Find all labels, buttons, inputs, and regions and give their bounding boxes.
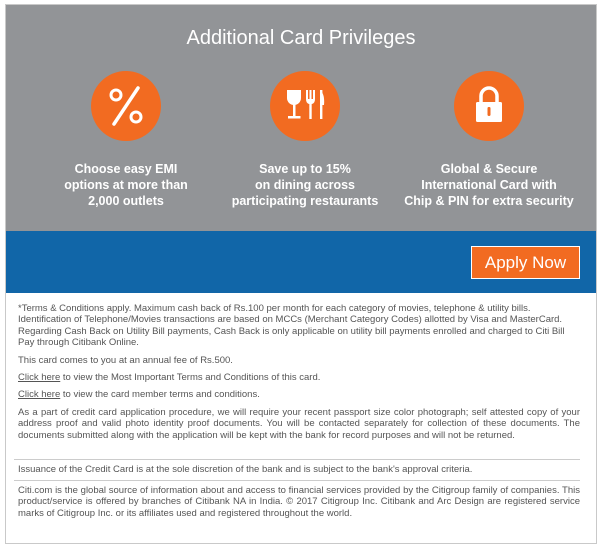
privileges-section xyxy=(6,5,596,231)
footer-text: Citi.com is the global source of information about and access to financial services provided by the Citigroup family of companies. This product/service is offered by branches of Citibank NA in India. © 2017 Citigroup Inc. Citibank and Arc Design are registered service marks of Citigroup Inc. or its affiliates used and registered throughout the world. xyxy=(18,485,580,519)
documents-text: As a part of credit card application procedure, we will require your recent passport size color photograph; self attested copy of your address proof and valid photo identity proof documents. You will be contacted separately for collection of these documents. The documents submitted along with the application will be kept with the bank for record purposes and will not be returned. xyxy=(18,406,580,441)
section-title: Additional Card Privileges xyxy=(186,27,416,49)
issuance-text: Issuance of the Credit Card is at the sole discretion of the bank and is subject to the bank's approval criteria. xyxy=(18,464,473,475)
apply-band xyxy=(6,231,596,293)
divider xyxy=(14,480,580,481)
terms-section xyxy=(18,303,580,447)
mitc-line: Click here to view the Most Important Terms and Conditions of this card. xyxy=(18,372,321,384)
feature-text: Global & Secure International Card with Chip & PIN for extra security xyxy=(404,162,574,208)
member-terms-line: Click here to view the card member terms and conditions. xyxy=(18,389,260,401)
feature-text: Save up to 15% on dining across participating restaurants xyxy=(231,162,379,208)
divider xyxy=(14,459,580,460)
annual-fee-text: This card comes to you at an annual fee of Rs.500. xyxy=(18,354,233,366)
dining-icon xyxy=(270,71,340,141)
lock-icon xyxy=(454,71,524,141)
feature-text: Choose easy EMI options at more than 2,000 outlets xyxy=(64,162,188,208)
issuance-section xyxy=(18,464,580,481)
feature-emi xyxy=(36,71,216,209)
card-privileges-panel xyxy=(5,4,597,544)
feature-security xyxy=(399,71,579,209)
apply-now-button[interactable]: Apply Now xyxy=(471,246,580,279)
feature-dining xyxy=(215,71,395,209)
terms-conditions-text: *Terms & Conditions apply. Maximum cash back of Rs.100 per month for each category of movies, telephone & utility bills. Identification of Telephone/Movies transactions are based on MCCs (Merchant Category Codes) allotted by Visa and MasterCard. Regarding Cash Back on Utility Bill payments, Cash Back is only applicable on utility bill payments enrolled and charged to Citi Bill Pay through Citibank Online. xyxy=(18,303,565,349)
mitc-link[interactable]: Click here xyxy=(18,372,61,384)
member-terms-link[interactable]: Click here xyxy=(18,389,61,401)
percent-icon xyxy=(91,71,161,141)
